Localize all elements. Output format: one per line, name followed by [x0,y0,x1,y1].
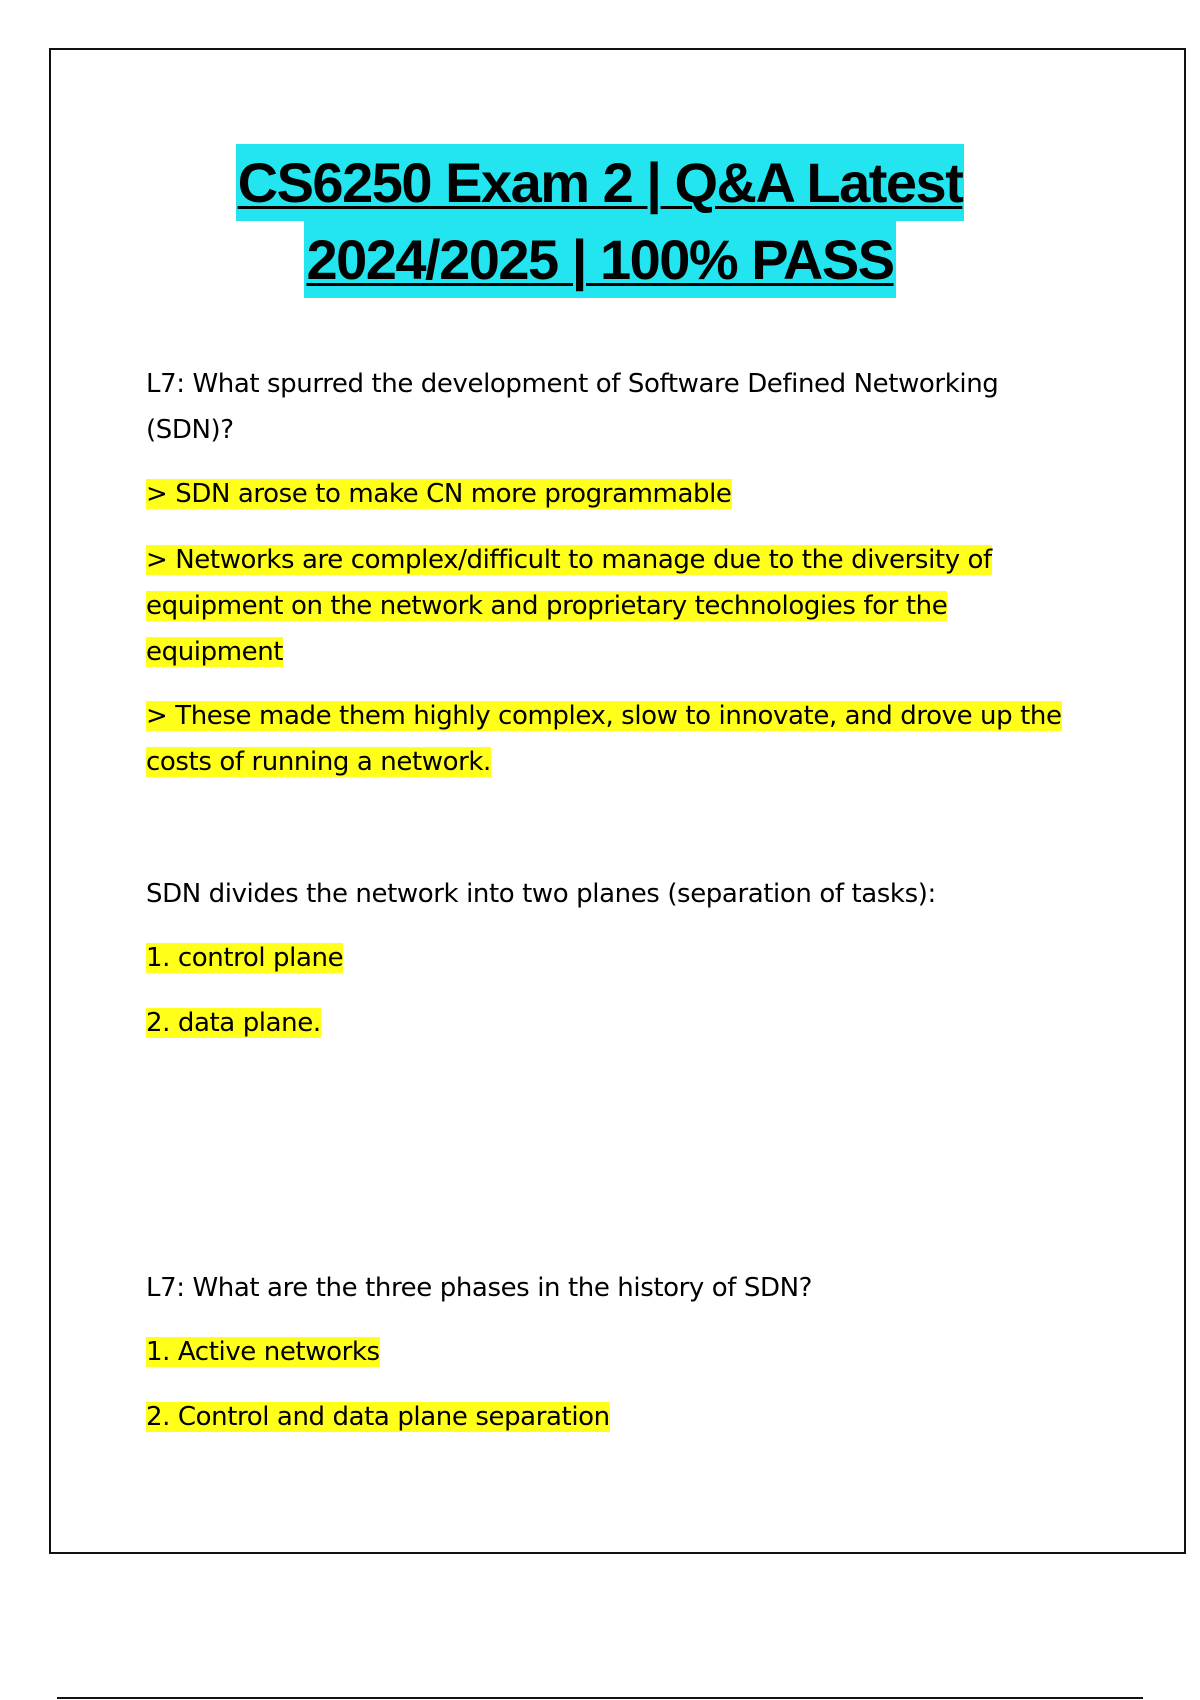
answer-highlight: > SDN arose to make CN more programmable [146,479,732,509]
answer-highlight: 1. control plane [146,943,344,973]
answer-highlight: 1. Active networks [146,1337,380,1367]
answer-item [146,1329,1086,1375]
answer-highlight: 2. data plane. [146,1008,321,1038]
question-text: L7: What are the three phases in the history of SDN? [146,1273,813,1303]
question-text: L7: What spurred the development of Software Defined Networking (SDN)? [146,369,999,445]
document-title [0,144,1200,298]
answer-highlight: > These made them highly complex, slow to innovate, and drove up the costs of running a network. [146,701,1062,777]
answer-item [146,1394,1086,1440]
section-sdn-development [146,361,1086,785]
answer-item [146,1000,1086,1046]
answer-highlight: > Networks are complex/difficult to manage due to the diversity of equipment on the network and proprietary technologies for the equipment [146,545,992,667]
section-sdn-history [146,1265,1086,1440]
section-sdn-planes [146,871,1086,1046]
answer-item [146,935,1086,981]
title-line-2: 2024/2025 | 100% PASS [304,221,895,298]
answer-item [146,693,1086,785]
answer-item [146,471,1086,517]
bottom-rule [57,1697,1143,1699]
answer-highlight: 2. Control and data plane separation [146,1402,610,1432]
answer-item [146,537,1086,675]
title-line-1: CS6250 Exam 2 | Q&A Latest [236,144,965,221]
question-text: SDN divides the network into two planes (separation of tasks): [146,879,936,909]
